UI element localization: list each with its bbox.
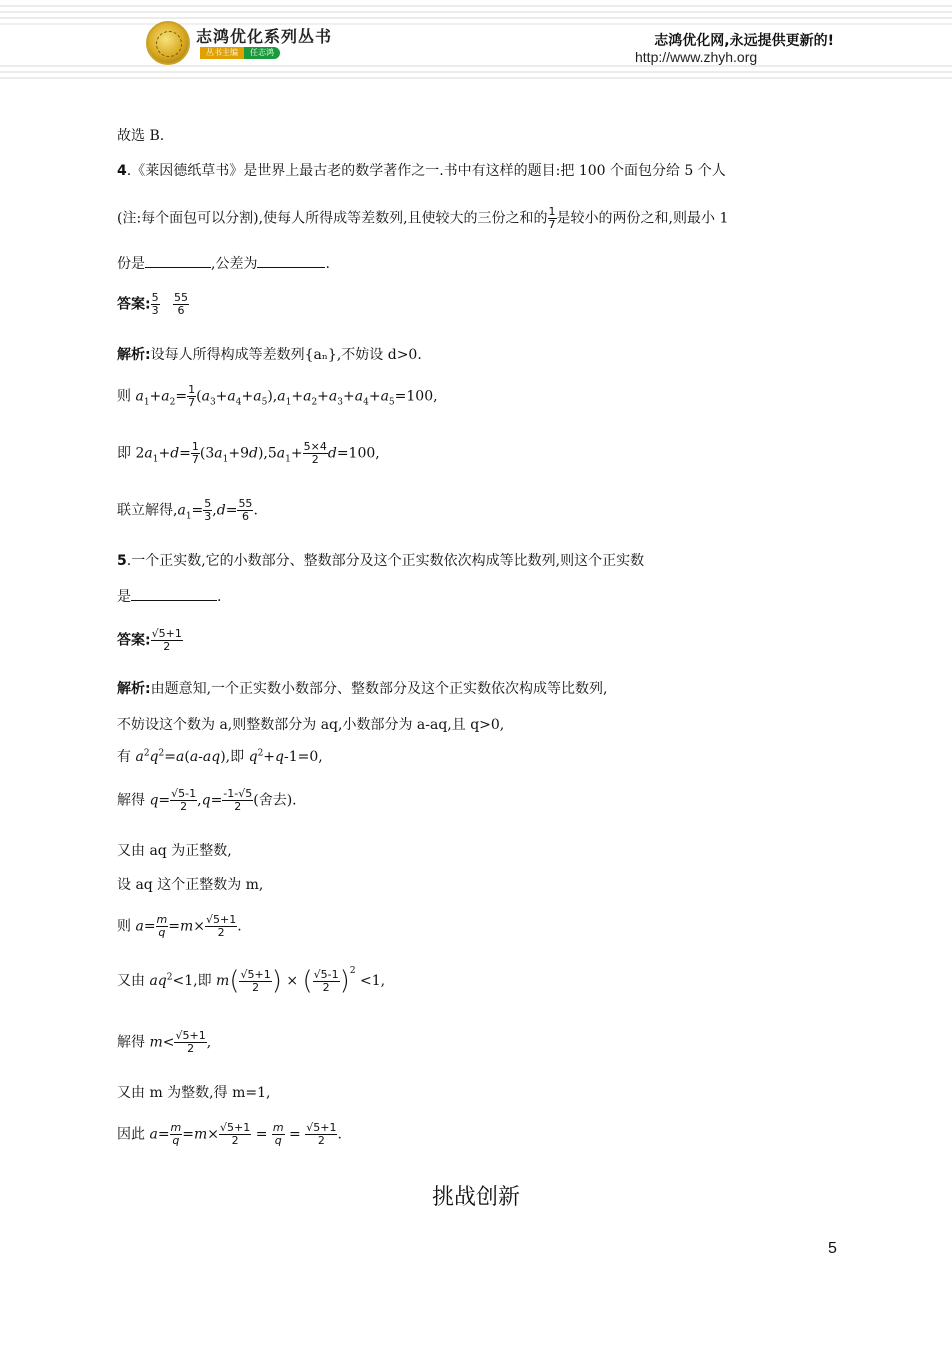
page-number: 5 (828, 1240, 837, 1257)
section-title: 挑战创新 (431, 1185, 520, 1210)
question-number: 5 (117, 553, 127, 569)
question-text: (注:每个面包可以分割),使每人所得成等差数列,且使较大的三份之和的 (117, 210, 548, 227)
answer-label: 答案: (117, 296, 151, 313)
analysis-label: 解析: (117, 681, 151, 697)
question-5-line-1 (117, 550, 644, 570)
analysis-label: 解析: (117, 347, 151, 363)
fraction: $\frac{√5+1}{2}$ (151, 627, 182, 653)
math-line: 则 a= $\frac{m}{q}$ =m× $\frac{√5+1}{2}$ . (117, 913, 242, 939)
question-5-line-2: 是 . (117, 589, 222, 605)
series-brand: 志鸿优化系列丛书 (196, 27, 333, 46)
publisher-logo-icon (146, 21, 190, 65)
math-line: 则 $a_1+a_2=$ $\frac{1}{7}$ $(a_3+a_4+a_5),a_1+a_2+a_3+a_4+a_5=100$, (117, 383, 438, 409)
badge-label: 丛书主编 (200, 47, 244, 59)
fraction: $\frac{1}{7}$ (548, 205, 556, 231)
analysis-text: 由题意知,一个正实数小数部分、整数部分及这个正实数依次构成等比数列, (150, 681, 608, 697)
analysis-text: 又由 m 为整数,得 m=1, (117, 1085, 271, 1101)
analysis-line (117, 678, 608, 698)
math-line: 联立解得$,a_1=$ $\frac{5}{3}$ ,d= $\frac{55}{6}$ . (117, 497, 258, 523)
analysis-text: 设 aq 这个正整数为 m, (117, 877, 264, 893)
question-4-line-2 (117, 206, 728, 231)
math-line: 解得 q= $\frac{√5-1}{2}$ ,q= $\frac{-1-√5}{2}$ (舍去). (117, 787, 297, 813)
analysis-text: 又由 aq 为正整数, (117, 843, 232, 859)
answer-line (117, 292, 189, 317)
analysis-text: 不妨设这个数为 a,则整数部分为 aq,小数部分为 a-aq,且 q>0, (117, 717, 505, 733)
question-text: 是 (117, 589, 131, 605)
fraction: $\frac{55}{6}$ (173, 291, 188, 317)
math-line: 有 $a^2q^2=a(a-aq)$,即 $q^2+q-1=0$, (117, 748, 323, 765)
question-text: 是较小的两份之和,则最小 1 (556, 210, 729, 227)
question-text: .一个正实数,它的小数部分、整数部分及这个正实数依次构成等比数列,则这个正实数 (126, 553, 645, 569)
analysis-line (117, 344, 422, 364)
math-line: 即 $2a_1+d=$ $\frac{1}{7}$ $(3a_1+9d),5a_1+$ $\frac{5\times 4}{2}$ d=100, (117, 440, 380, 466)
answer-blank[interactable] (145, 255, 211, 268)
question-number: 4 (117, 163, 127, 179)
math-line: 又由 $aq^2<1$,即 m( $\frac{√5+1}{2}$ ) × ( $\frac{√5-1}{2}$ )$^2$ <1, (117, 966, 386, 996)
badge-editor: 任志鸿 (244, 47, 280, 59)
question-4-line-1 (117, 160, 726, 180)
site-slogan: 志鸿优化网,永远提供更新的! (654, 33, 834, 49)
analysis-text: 设每人所得构成等差数列{aₙ},不妨设 d>0. (150, 347, 422, 363)
fraction: $\frac{5}{3}$ (151, 291, 159, 317)
answer-line (117, 628, 183, 653)
question-text: 份是 (117, 256, 145, 272)
answer-blank[interactable] (131, 588, 217, 601)
site-url-link[interactable]: http://www.zhyh.org (635, 49, 758, 65)
editor-badge (200, 47, 280, 59)
question-text: .《莱因德纸草书》是世界上最古老的数学著作之一.书中有这样的题目:把 100 个面包分给 5 个人 (126, 163, 726, 179)
question-4-line-3: 份是 ,公差为 . (117, 256, 330, 272)
question-text: ,公差为 (211, 256, 258, 272)
math-line: 解得 m< $\frac{√5+1}{2}$ , (117, 1029, 212, 1055)
math-line: 因此 a= $\frac{m}{q}$ =m× $\frac{√5+1}{2}$ = $\frac{m}{q}$ = $\frac{√5+1}{2}$ . (117, 1121, 342, 1147)
answer-blank[interactable] (257, 255, 325, 268)
answer-label: 答案: (117, 632, 151, 649)
text-line: 故选 B. (117, 128, 165, 144)
